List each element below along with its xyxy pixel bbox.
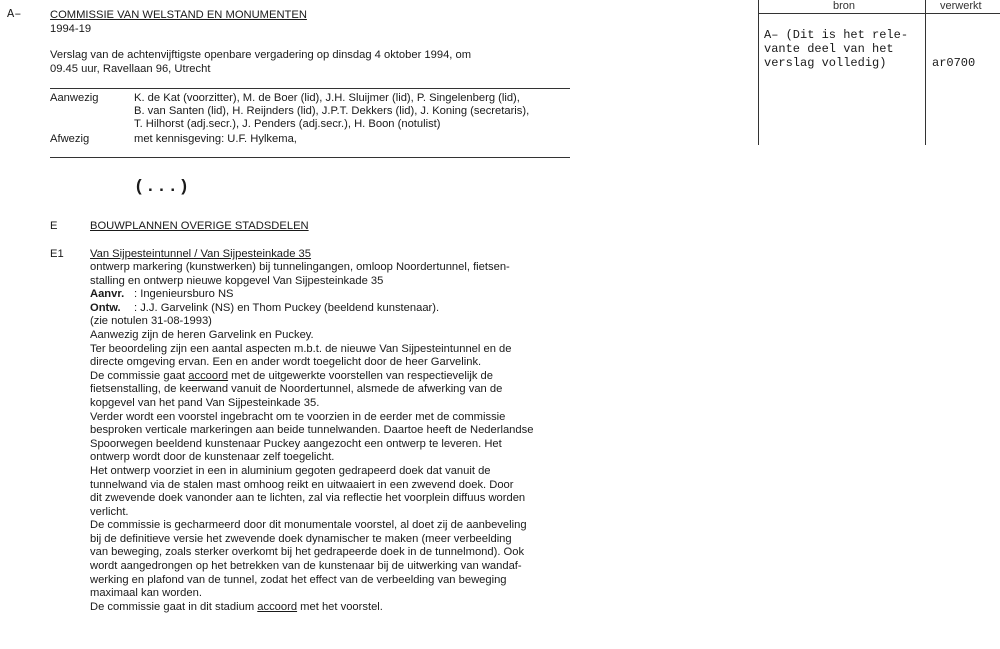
applicant-line (90, 288, 533, 302)
present-label: Aanwezig (50, 92, 99, 104)
item-label: E1 (50, 248, 64, 260)
description-line: stalling en ontwerp nieuwe kopgevel Van Sijpesteinkade 35 (90, 274, 384, 287)
table-border-left (758, 0, 759, 145)
paragraph-line: van beweging, zoals sterker overkomt bij het gedrapeerde doek in de tunnelmond). Ook (90, 546, 525, 559)
document-title: COMMISSIE VAN WELSTAND EN MONUMENTEN (50, 9, 307, 21)
paragraph-line: ontwerp wordt door de kunstenaar zelf toegelicht. (90, 451, 335, 464)
description-line: ontwerp markering (kunstwerken) bij tunnelingangen, omloop Noordertunnel, fietsen- (90, 261, 510, 273)
report-line-1: Verslag van de achtenvijftigste openbare vergadering op dinsdag 4 oktober 1994, om (50, 49, 472, 61)
designer-value: : J.J. Garvelink (NS) en Thom Puckey (beeldend kunstenaar). (134, 301, 440, 314)
section-title: BOUWPLANNEN OVERIGE STADSDELEN (90, 220, 309, 232)
section-marker: A– (7, 7, 22, 21)
column-header-source: bron (833, 0, 856, 12)
paragraph-line: verlicht. (90, 505, 129, 518)
text-run: De commissie gaat in dit stadium (90, 600, 258, 613)
item-title: Van Sijpesteintunnel / Van Sijpesteinkade 35 (90, 248, 312, 260)
paragraph-line: maximaal kan worden. (90, 587, 202, 600)
applicant-value: : Ingenieursburo NS (134, 288, 234, 301)
present-line-3: T. Hilhorst (adj.secr.), J. Penders (adj.secr.), H. Boon (notulist) (134, 118, 441, 130)
report-line-2: 09.45 uur, Ravellaan 96, Utrecht (50, 63, 211, 75)
paragraph-line: dit zwevende doek vanonder aan te lichten, zal via reflectie het voorplein diffuus worden (90, 492, 526, 505)
text-run: met de uitgewerkte voorstellen van respectievelijk de (228, 369, 493, 382)
present-line-1: K. de Kat (voorzitter), M. de Boer (lid), J.H. Sluijmer (lid), P. Singelenberg (lid), (134, 92, 520, 104)
absent-label: Afwezig (50, 133, 90, 145)
paragraph-line: De commissie is gecharmeerd door dit monumentale voorstel, al doet zij de aanbeveling (90, 519, 527, 532)
paragraph-line (90, 601, 533, 615)
paragraph-line: bij de definitieve versie het zwevende doek dynamischer te maken (meer verbeelding (90, 532, 512, 545)
present-line-2: B. van Santen (lid), H. Reijnders (lid), J.P.T. Dekkers (lid), J. Koning (secretaris), (134, 105, 530, 117)
accoord-text: accoord (188, 369, 229, 382)
see-notes-line: (zie notulen 31-08-1993) (90, 315, 212, 328)
divider-top (50, 88, 570, 89)
paragraph-line: Het ontwerp voorziet in een in aluminium gegoten gedrapeerd doek dat vanuit de (90, 464, 491, 477)
column-header-processed: verwerkt (940, 0, 982, 12)
paragraph-line: Ter beoordeling zijn een aantal aspecten m.b.t. de nieuwe Van Sijpesteintunnel en de (90, 342, 512, 355)
paragraph-line: wordt aangedrongen op het betrekken van de kunstenaar bij de uitwerking van wandaf- (90, 560, 522, 573)
accoord-text: accoord (257, 600, 298, 613)
paragraph-line: tunnelwand via de stalen mast omhoog reikt en uitwaaiert in een zwevend doek. Door (90, 478, 514, 491)
absent-text: met kennisgeving: U.F. Hylkema, (134, 133, 297, 145)
paragraph-line: Verder wordt een voorstel ingebracht om te voorzien in de eerder met de commissie (90, 410, 506, 423)
processed-code: ar0700 (932, 56, 976, 70)
text-run: met het voorstel. (297, 600, 383, 613)
paragraph-line (90, 370, 533, 384)
source-note-line: A– (Dit is het rele- (764, 28, 909, 42)
designer-label: Ontw. (90, 301, 121, 314)
paragraph-line: Spoorwegen beeldend kunstenaar Puckey aangezocht een ontwerp te leveren. Het (90, 437, 502, 450)
item-body (90, 261, 533, 614)
paragraph-line: directe omgeving ervan. Een en ander wordt toegelicht door de heer Garvelink. (90, 356, 482, 369)
paragraph-line: fietsenstalling, de keerwand vanuit de Noordertunnel, alsmede de afwerking van de (90, 383, 503, 396)
omission-marker: (...) (134, 178, 191, 197)
document-number: 1994-19 (50, 23, 92, 35)
divider-bottom (50, 157, 570, 158)
designer-line (90, 302, 533, 316)
source-note-line: vante deel van het (764, 42, 894, 56)
paragraph-line: werking en plafond van de tunnel, zodat het effect van de verbeelding van beweging (90, 573, 507, 586)
paragraph-line: kopgevel van het pand Van Sijpesteinkade 35. (90, 396, 320, 409)
applicant-label: Aanvr. (90, 288, 125, 301)
present-line: Aanwezig zijn de heren Garvelink en Puckey. (90, 328, 314, 341)
section-label: E (50, 220, 58, 232)
text-run: De commissie gaat (90, 369, 189, 382)
paragraph-line: besproken verticale markeringen aan beide tunnelwanden. Daartoe heeft de Nederlandse (90, 424, 534, 437)
table-border-middle (925, 0, 926, 145)
table-header-rule (758, 13, 1000, 14)
source-note-line: verslag volledig) (764, 56, 887, 70)
